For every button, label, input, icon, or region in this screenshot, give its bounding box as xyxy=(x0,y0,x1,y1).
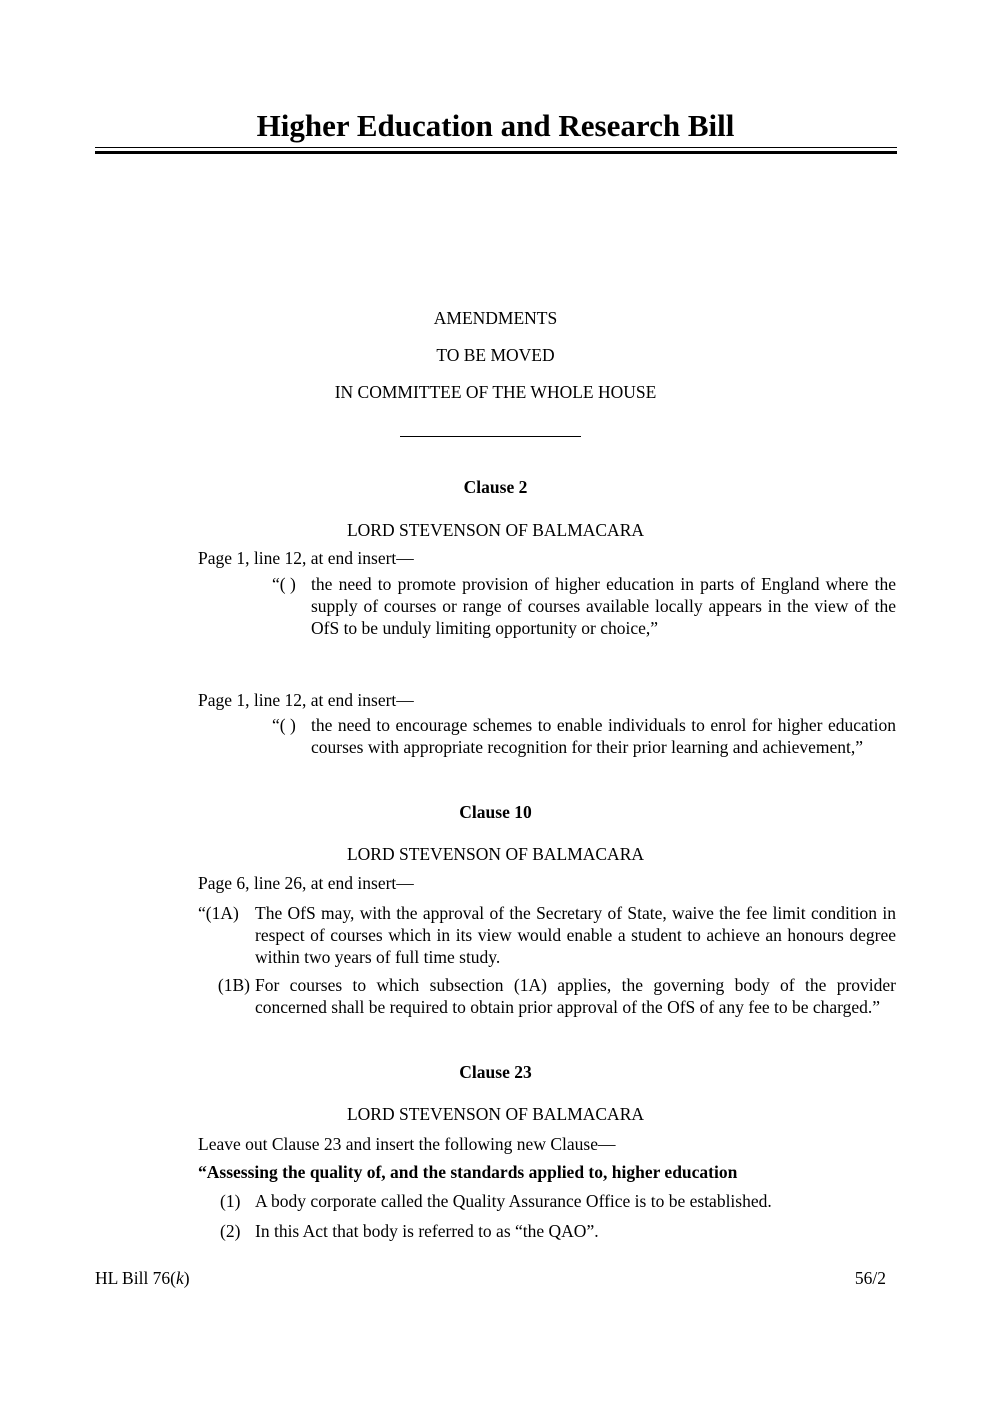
heading-line-2: TO BE MOVED xyxy=(436,345,555,365)
item-text: the need to promote provision of higher education in parts of England where the supply of courses or range of courses available locally appears in the view of the OfS to be unduly limiting opportunity or choice,” xyxy=(311,574,896,638)
title-rule-thin xyxy=(95,147,897,148)
title-rule-thick xyxy=(95,151,897,154)
divider xyxy=(400,436,581,437)
subsection xyxy=(220,1220,896,1242)
bill-title: Higher Education and Research Bill xyxy=(256,108,735,143)
clause-heading: Clause 2 xyxy=(463,477,528,497)
amendment-text xyxy=(272,714,896,758)
item-text: A body corporate called the Quality Assurance Office is to be established. xyxy=(255,1191,772,1211)
bill-number-prefix: HL Bill 76( xyxy=(95,1268,177,1288)
heading-line-1: AMENDMENTS xyxy=(433,308,558,328)
item-text: the need to encourage schemes to enable individuals to enrol for higher education courses with appropriate recognition for their prior learning and achievement,” xyxy=(311,715,896,757)
item-text: In this Act that body is referred to as “the QAO”. xyxy=(255,1221,599,1241)
subsection xyxy=(220,1190,896,1212)
item-label: “( ) xyxy=(272,715,296,735)
amendment-instruction: Page 6, line 26, at end insert— xyxy=(198,873,414,893)
bill-number-suffix: ) xyxy=(183,1268,190,1288)
item-label: (1B) xyxy=(217,975,250,995)
clause-heading: Clause 10 xyxy=(459,802,532,822)
item-text: For courses to which subsection (1A) applies, the governing body of the provider concerned shall be required to obtain prior approval of the OfS of any fee to be charged.” xyxy=(255,975,896,1017)
subsection xyxy=(198,902,896,968)
page-reference: 56/2 xyxy=(854,1268,886,1288)
amendment-instruction: Page 1, line 12, at end insert— xyxy=(198,690,414,710)
item-label: (2) xyxy=(220,1221,241,1241)
amendment-instruction: Leave out Clause 23 and insert the following new Clause— xyxy=(198,1134,616,1154)
item-label: “( ) xyxy=(272,574,296,594)
item-text: The OfS may, with the approval of the Secretary of State, waive the fee limit condition in respect of courses which in its view would enable a student to achieve an honours degree within two years of full time study. xyxy=(255,903,896,967)
mover-name: LORD STEVENSON OF BALMACARA xyxy=(346,1104,645,1124)
item-label: (1) xyxy=(220,1191,241,1211)
new-clause-title: “Assessing the quality of, and the standards applied to, higher education xyxy=(198,1162,738,1182)
mover-name: LORD STEVENSON OF BALMACARA xyxy=(346,520,645,540)
clause-heading: Clause 23 xyxy=(459,1062,532,1082)
bill-number xyxy=(95,1267,190,1289)
item-label: “(1A) xyxy=(198,903,239,923)
amendment-text xyxy=(272,573,896,639)
bill-number-letter: k xyxy=(176,1268,184,1288)
subsection xyxy=(198,974,896,1018)
mover-name: LORD STEVENSON OF BALMACARA xyxy=(346,844,645,864)
amendment-instruction: Page 1, line 12, at end insert— xyxy=(198,548,414,568)
heading-line-3: IN COMMITTEE OF THE WHOLE HOUSE xyxy=(334,382,657,402)
